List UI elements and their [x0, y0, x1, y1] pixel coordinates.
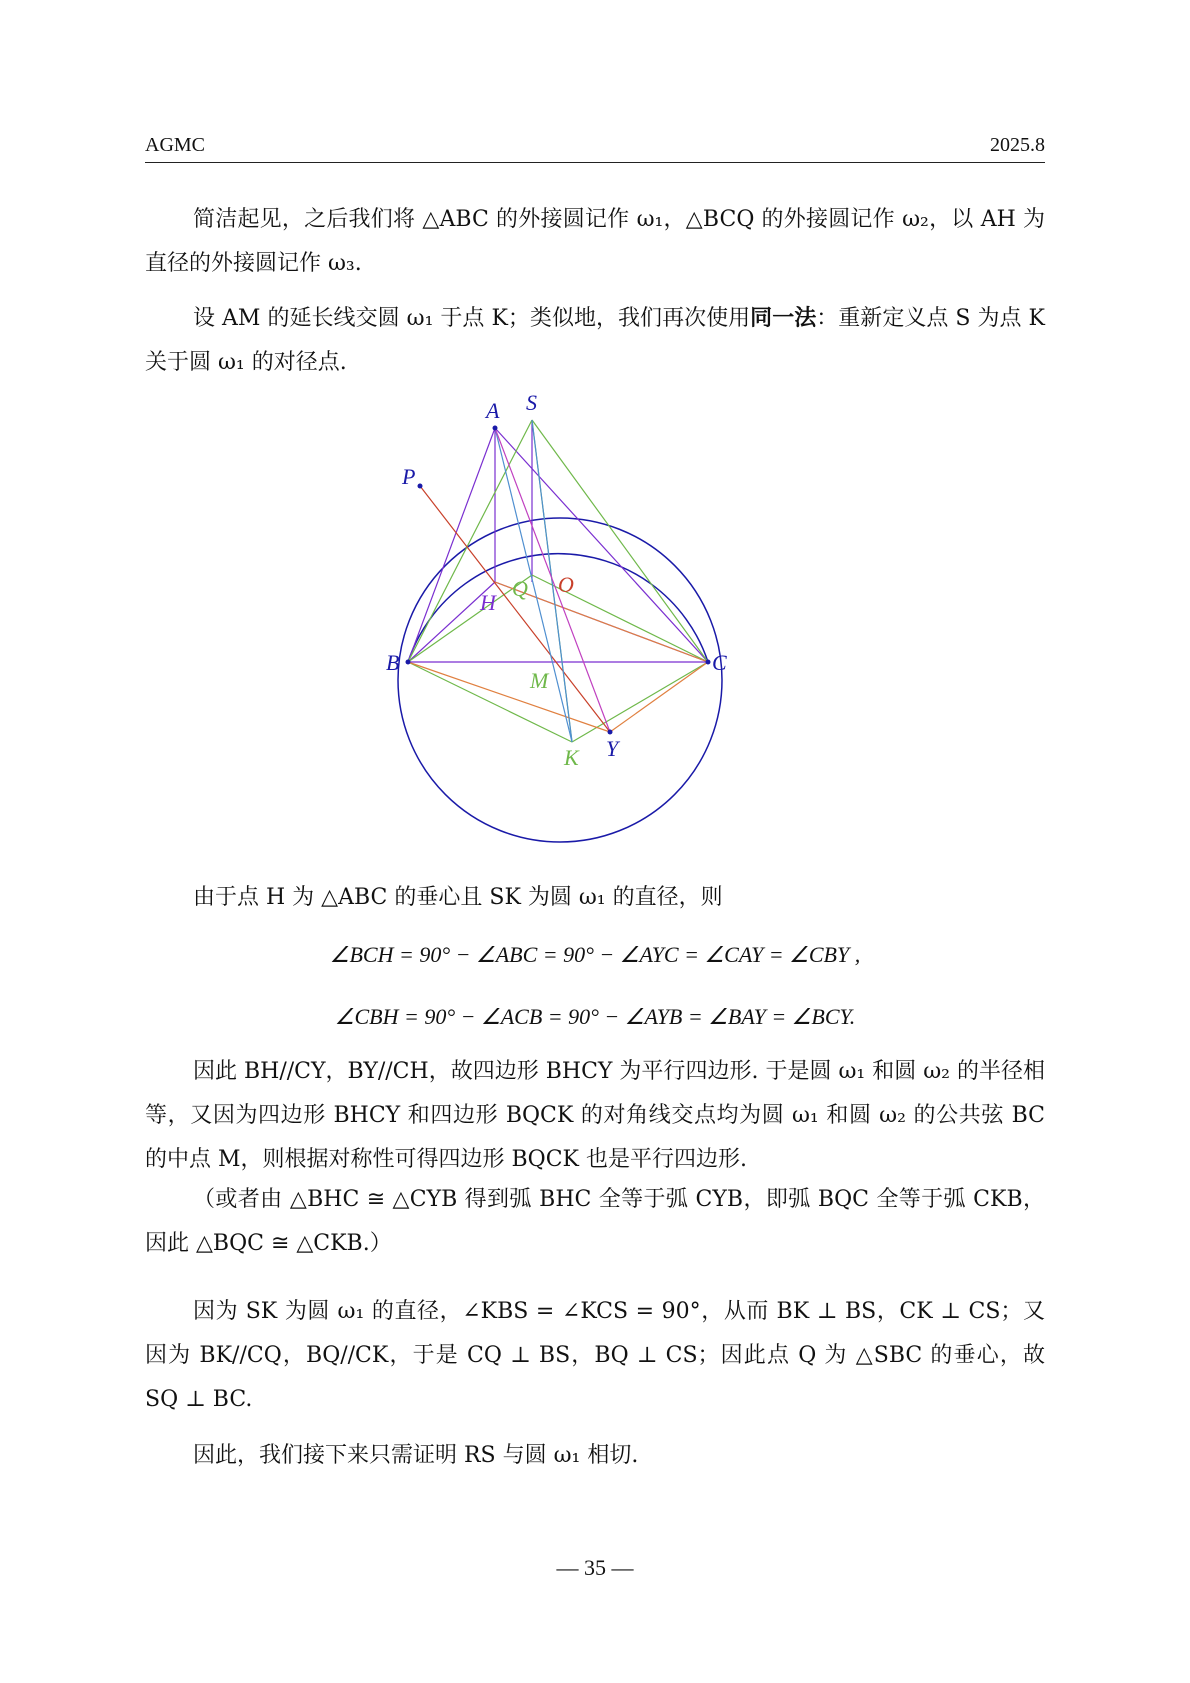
- formula-1: ∠BCH = 90° − ∠ABC = 90° − ∠AYC = ∠CAY = ∠CBY ,: [329, 942, 861, 967]
- segment-AC: [495, 428, 708, 662]
- segment-BY: [408, 662, 610, 732]
- paragraph-5: （或者由 △BHC ≅ △CYB 得到弧 BHC 全等于弧 CYB，即弧 BQC 全等于弧 CKB，因此 △BQC ≅ △CKB.）: [145, 1187, 1045, 1256]
- formula-2: ∠CBH = 90° − ∠ACB = 90° − ∠AYB = ∠BAY = ∠BCY.: [334, 1004, 856, 1029]
- segment-CY: [610, 662, 708, 732]
- arc-omega2: [408, 554, 708, 662]
- paragraph-2: [145, 296, 1045, 385]
- label-M: M: [530, 668, 549, 693]
- point-A: [493, 426, 498, 431]
- page-header: [145, 128, 1045, 163]
- segment-SB: [408, 420, 532, 662]
- paragraph-2-pre: 设 AM 的延长线交圆 ω₁ 于点 K；类似地，我们再次使用: [193, 306, 751, 331]
- journal-name: AGMC: [145, 134, 206, 156]
- label-C: C: [712, 650, 727, 675]
- paragraph-6: 因为 SK 为圆 ω₁ 的直径，∠KBS = ∠KCS = 90°，从而 BK ⊥ BS，CK ⊥ CS；又因为 BK//CQ，BQ//CK，于是 CQ ⊥ BS，BQ ⊥ CS；因此点 Q 为 △SBC 的垂心，故 SQ ⊥ BC.: [145, 1299, 1045, 1412]
- paragraph-7: 因此，我们接下来只需证明 RS 与圆 ω₁ 相切.: [193, 1443, 639, 1468]
- segment-CK: [572, 662, 708, 742]
- segment-SC: [532, 420, 708, 662]
- label-A: A: [486, 398, 500, 423]
- label-P: P: [402, 464, 416, 489]
- paragraph-1: 简洁起见，之后我们将 △ABC 的外接圆记作 ω₁，△BCQ 的外接圆记作 ω₂，以 AH 为直径的外接圆记作 ω₃.: [145, 207, 1045, 276]
- point-C: [706, 660, 711, 665]
- geometry-figure: [386, 390, 790, 840]
- label-Q: Q: [512, 576, 528, 601]
- label-S: S: [526, 390, 537, 415]
- paragraph-2-bold: 同一法: [750, 305, 817, 331]
- point-P: [418, 484, 423, 489]
- paragraph-2-post: ：重新定义点 S 为点 K 关于圆 ω₁ 的对径点.: [145, 306, 1045, 375]
- label-Y: Y: [606, 736, 619, 761]
- page-number: — 35 —: [556, 1555, 634, 1580]
- label-H: H: [480, 590, 496, 615]
- circle-omega1: [398, 518, 722, 842]
- paragraph-4: 因此 BH//CY，BY//CH，故四边形 BHCY 为平行四边形. 于是圆 ω₁ 和圆 ω₂ 的半径相等，又因为四边形 BHCY 和四边形 BQCK 的对角线交点均为圆 ω₁ 和圆 ω₂ 的公共弦 BC 的中点 M，则根据对称性可得四边形 BQCK 也是平行四边形.: [145, 1059, 1045, 1172]
- point-B: [406, 660, 411, 665]
- segment-AB: [408, 428, 495, 662]
- label-B: B: [386, 650, 400, 675]
- label-K: K: [564, 745, 579, 770]
- issue-date: 2025.8: [990, 134, 1045, 156]
- label-O: O: [558, 572, 574, 597]
- paragraph-3: 由于点 H 为 △ABC 的垂心且 SK 为圆 ω₁ 的直径，则: [193, 885, 723, 910]
- point-Y: [608, 730, 613, 735]
